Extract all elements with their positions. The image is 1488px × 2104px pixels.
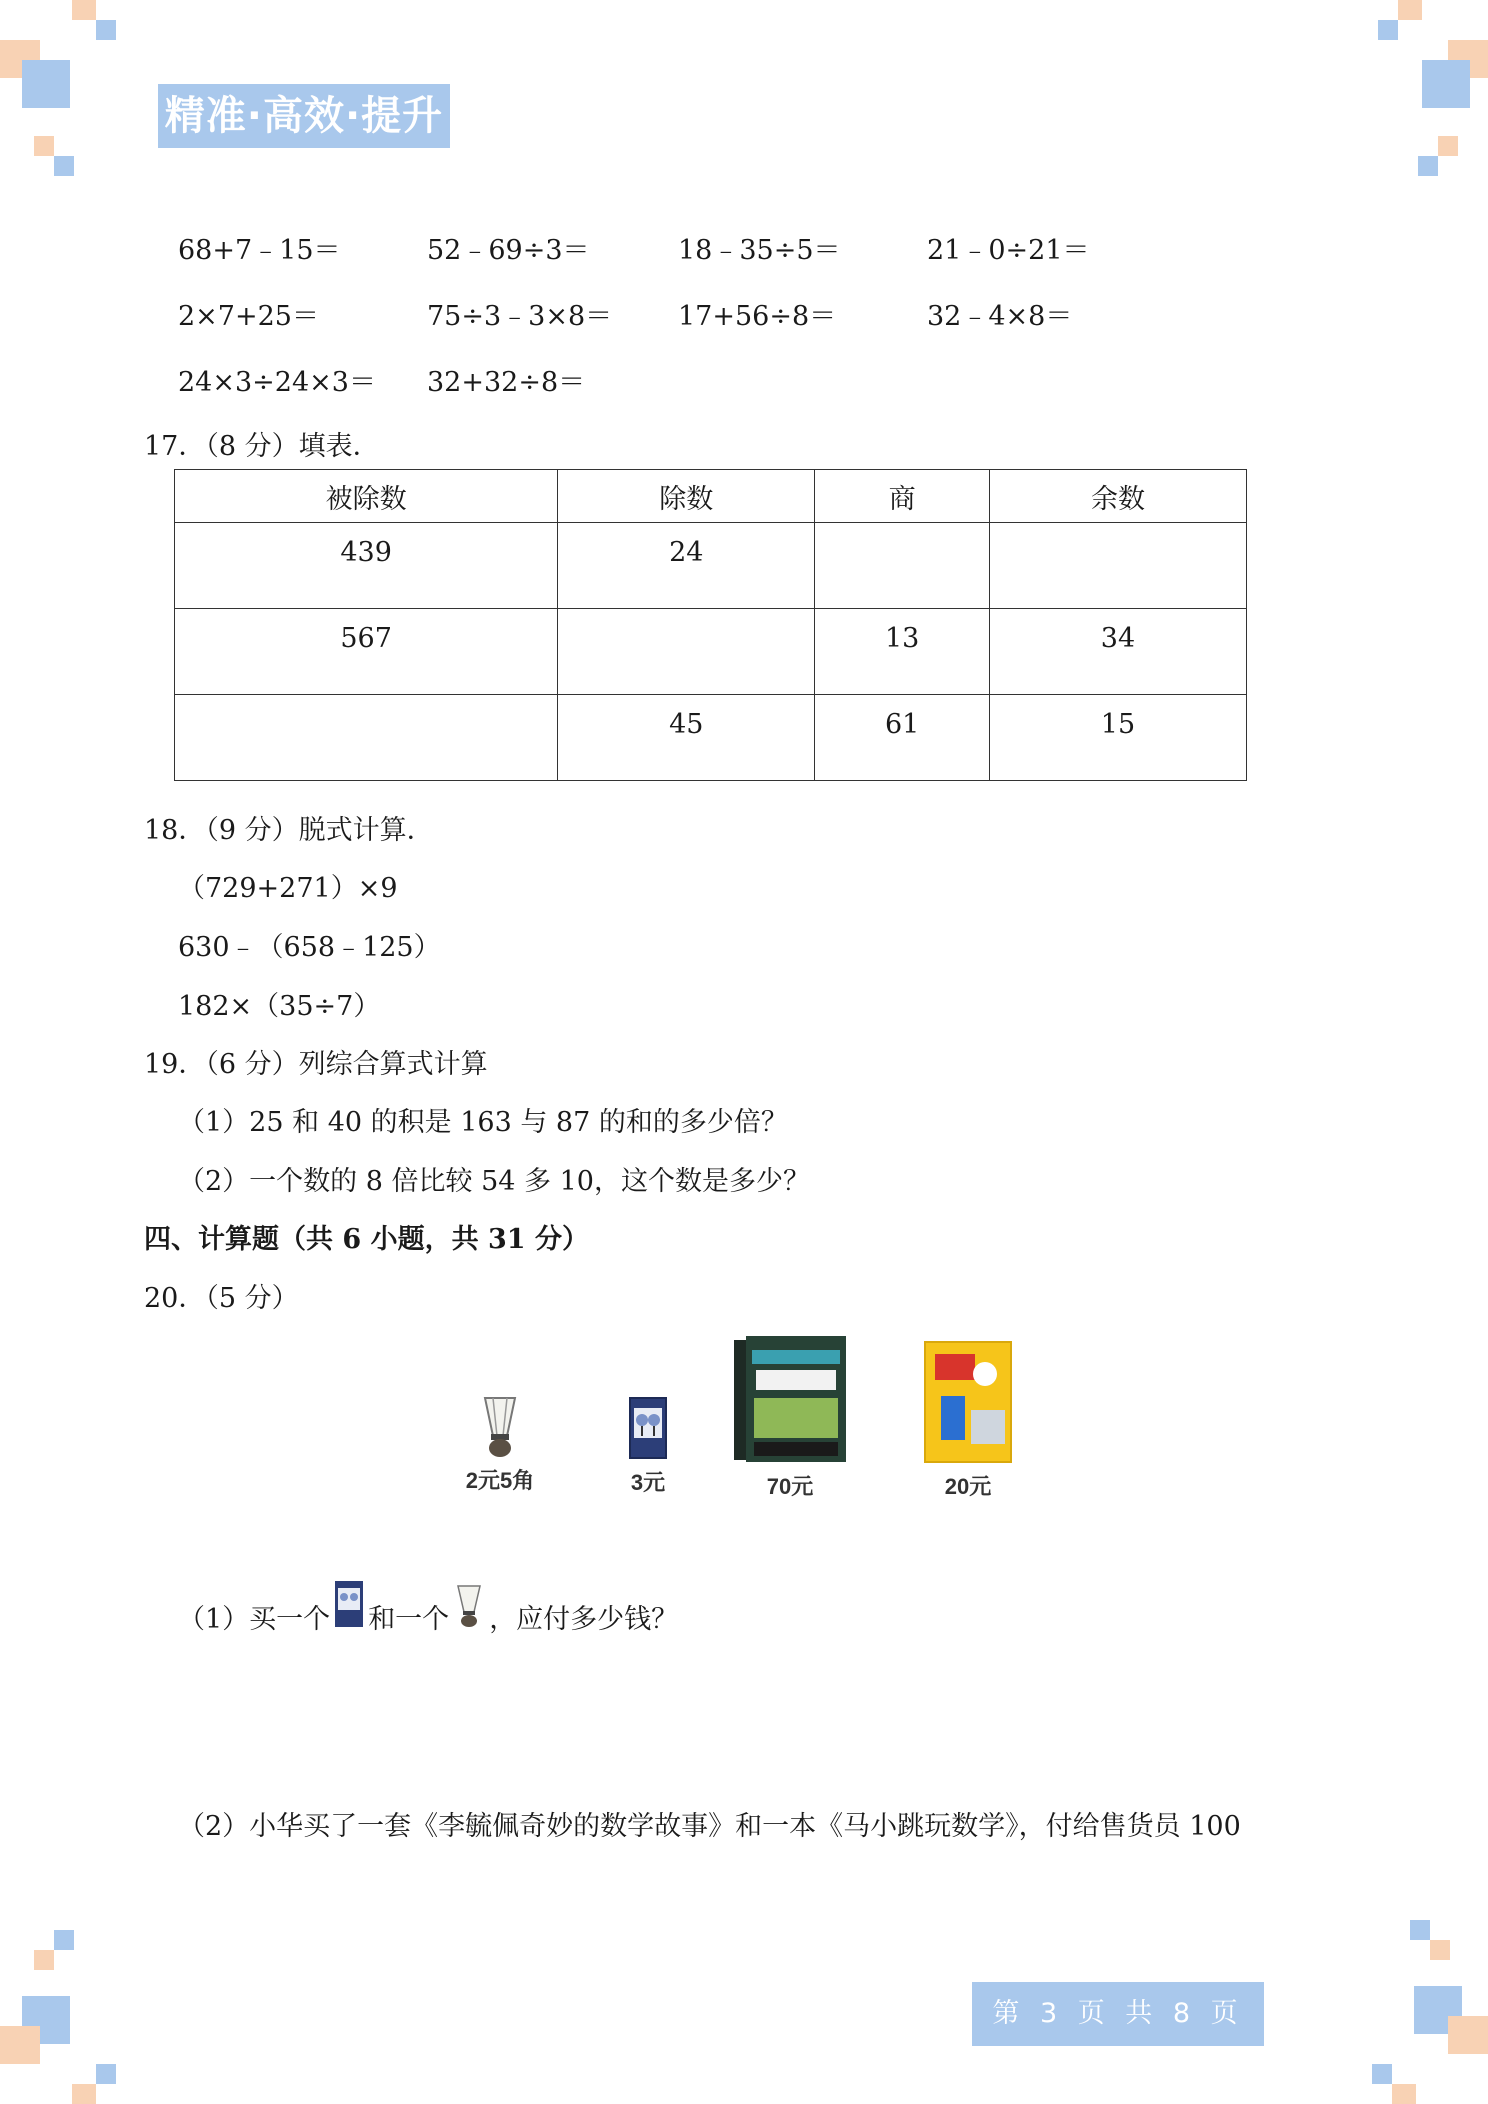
math-story-book-icon — [732, 1334, 848, 1464]
table-row — [175, 609, 1247, 695]
price-label: 70元 — [766, 1474, 814, 1499]
header-divisor: 除数 — [558, 470, 815, 523]
sub-question-1 — [178, 1580, 678, 1636]
table-cell[interactable] — [815, 523, 990, 609]
equation: 68+7﹣15＝ — [178, 235, 341, 266]
section-title: 四、计算题（共 6 小题，共 31 分） — [144, 1224, 589, 1255]
question-17-title: 17．（8 分）填表． — [144, 431, 380, 462]
equation: 32+32÷8＝ — [427, 367, 586, 398]
word-problem: （2）一个数的 8 倍比较 54 多 10，这个数是多少？ — [178, 1166, 810, 1197]
question-18-title: 18．（9 分）脱式计算． — [144, 815, 434, 846]
header-dividend: 被除数 — [175, 470, 558, 523]
equation: 17+56÷8＝ — [678, 301, 837, 332]
badminton-pack-icon — [334, 1580, 364, 1628]
sub-question-text: 和一个 — [368, 1604, 450, 1635]
equation: 52﹣69÷3＝ — [427, 235, 590, 266]
calc-item: （729+271）×9 — [178, 873, 398, 904]
table-cell[interactable] — [175, 695, 558, 781]
ma-xiaotiao-book-icon — [923, 1340, 1013, 1464]
equation: 18﹣35÷5＝ — [678, 235, 841, 266]
price-label: 3元 — [630, 1470, 666, 1495]
table-cell: 439 — [175, 523, 558, 609]
table-cell: 24 — [558, 523, 815, 609]
question-20-title: 20．（5 分） — [144, 1283, 299, 1314]
table-row — [175, 695, 1247, 781]
product-badminton-pack — [616, 1396, 680, 1497]
header-remainder: 余数 — [989, 470, 1246, 523]
sub-question-text: （1）买一个 — [178, 1604, 331, 1635]
table-cell[interactable] — [558, 609, 815, 695]
table-cell: 61 — [815, 695, 990, 781]
question-19-title: 19．（6 分）列综合算式计算 — [144, 1049, 488, 1080]
equation: 2×7+25＝ — [178, 301, 319, 332]
table-cell: 45 — [558, 695, 815, 781]
calc-item: 182×（35÷7） — [178, 991, 381, 1022]
calc-item: 630﹣（658﹣125） — [178, 932, 441, 963]
table-cell: 15 — [989, 695, 1246, 781]
equation: 21﹣0÷21＝ — [927, 235, 1090, 266]
brand-banner: 精准·高效·提升 — [158, 84, 450, 148]
table-cell: 13 — [815, 609, 990, 695]
table-cell[interactable] — [989, 523, 1246, 609]
division-table — [174, 469, 1247, 781]
badminton-shuttlecock-icon — [479, 1396, 521, 1458]
table-header-row — [175, 470, 1247, 523]
page-number: 第 3 页 共 8 页 — [972, 1982, 1264, 2046]
sub-question-text: ，应付多少钱？ — [489, 1604, 679, 1635]
product-math-story-book — [730, 1334, 850, 1501]
product-ma-xiaotiao-book — [920, 1340, 1016, 1501]
header-quotient: 商 — [815, 470, 990, 523]
price-label: 20元 — [944, 1474, 992, 1499]
sub-question-2: （2）小华买了一套《李毓佩奇妙的数学故事》和一本《马小跳玩数学》，付给售货员 100 — [178, 1811, 1241, 1842]
equation: 24×3÷24×3＝ — [178, 367, 376, 398]
word-problem: （1）25 和 40 的积是 163 与 87 的和的多少倍？ — [178, 1107, 788, 1138]
table-cell: 567 — [175, 609, 558, 695]
table-row — [175, 523, 1247, 609]
equation: 75÷3﹣3×8＝ — [427, 301, 613, 332]
product-shuttlecock — [458, 1396, 542, 1495]
table-cell: 34 — [989, 609, 1246, 695]
equation: 32﹣4×8＝ — [927, 301, 1073, 332]
badminton-shuttlecock-icon — [455, 1584, 483, 1628]
badminton-pack-icon — [628, 1396, 668, 1460]
price-label: 2元5角 — [465, 1468, 535, 1493]
